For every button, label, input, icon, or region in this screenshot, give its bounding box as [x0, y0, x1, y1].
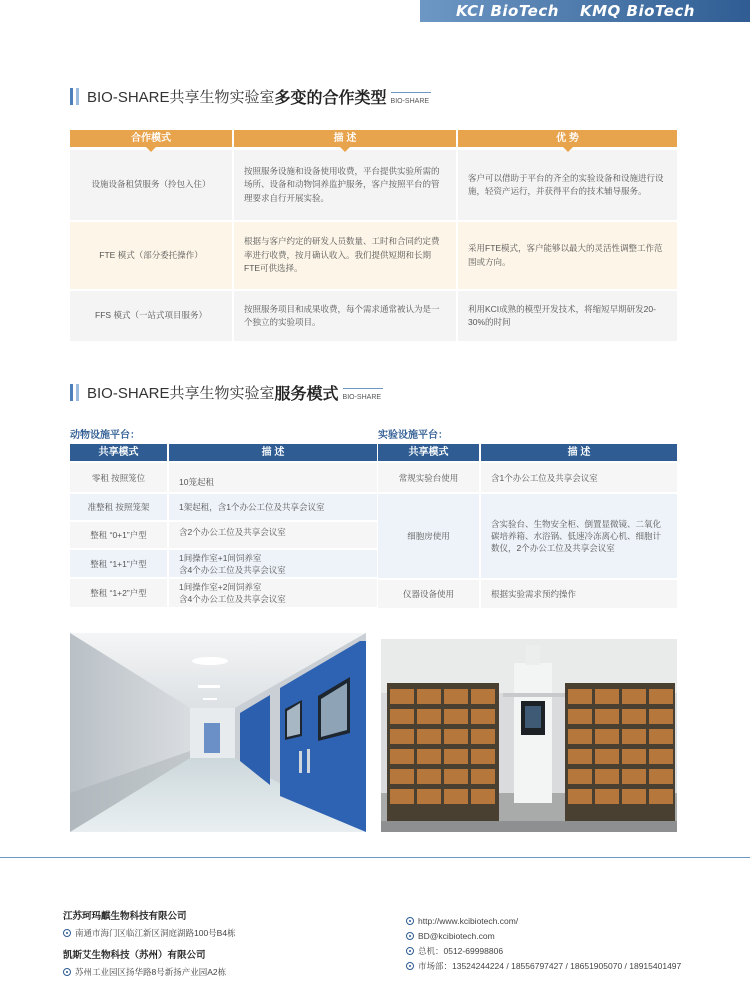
cell-mode: 零租 按照笼位 [70, 463, 167, 492]
cell-mode: 细胞房使用 [378, 494, 479, 578]
brand-kmq: KMQ BioTech [580, 2, 695, 20]
desc-line: 含4个办公工位及共享会议室 [179, 594, 286, 604]
market-text: 市场部：13524244224 / 18556797427 / 18651905070 / 18915401497 [418, 960, 682, 971]
footer-contacts [406, 913, 681, 973]
table-row [378, 463, 677, 492]
header-desc: 描 述 [169, 444, 377, 461]
phone-line [406, 943, 681, 958]
cell-desc: 10笼起租 [169, 463, 377, 492]
section-title-service [70, 381, 381, 403]
phone-icon [406, 947, 414, 955]
mobile-icon [406, 962, 414, 970]
lab-platform-title: 实验设施平台： [378, 430, 448, 441]
header-desc: 描 述 [234, 130, 456, 147]
top-banner [0, 0, 750, 22]
section-title-emphasis: 服务模式 [274, 385, 339, 403]
location-icon [63, 929, 71, 937]
email-link[interactable]: BD@kcibiotech.com [418, 930, 495, 941]
cell-adv: 采用FTE模式，客户能够以最大的灵活性调整工作范围或方向。 [458, 222, 677, 289]
table-row [70, 291, 677, 341]
cell-mode: 常规实验台使用 [378, 463, 479, 492]
section-marker-icon [70, 88, 79, 105]
section-title-emphasis: 多变的合作类型 [274, 89, 387, 107]
desc-line: 含4个办公工位及共享会议室 [179, 564, 286, 575]
corridor-photo [70, 633, 366, 832]
address-text: 苏州工业园区扬华路8号新扬产业园A2栋 [75, 966, 227, 977]
cell-mode: 整租 “1+1”户型 [70, 550, 167, 577]
section-title-prefix: BIO-SHARE共享生物实验室 [87, 88, 275, 106]
table-row [70, 579, 377, 607]
section-marker-icon [70, 384, 79, 401]
section-tag: BIO-SHARE [390, 97, 430, 105]
cell-desc: 根据实验需求预约操作 [481, 580, 677, 608]
header-adv: 优 势 [458, 130, 677, 147]
globe-icon [406, 917, 414, 925]
table-row [70, 222, 677, 289]
header-mode: 共享模式 [70, 444, 167, 461]
cell-desc: 按照服务设施和设备使用收费，平台提供实验所需的场所、设备和动物饲养监护服务，客户按照平台的管理要求自行开展实验。 [234, 150, 456, 220]
header-desc: 描 述 [481, 444, 677, 461]
section-tag: BIO-SHARE [342, 393, 382, 401]
cell-mode: 整租 “1+2”户型 [70, 579, 167, 607]
brand-kci: KCI BioTech [456, 2, 559, 20]
company-name: 凯斯艾生物科技（苏州）有限公司 [63, 950, 206, 961]
cell-desc: 含实验台、生物安全柜、倒置显微镜、二氧化碳培养箱、水浴锅、低速冷冻离心机、细胞计数仪，2个办公工位及共享会议室 [481, 494, 677, 578]
cell-mode: FFS 模式（一站式项目服务） [70, 291, 232, 341]
table-row [70, 550, 377, 577]
cooperation-table [70, 130, 677, 341]
cell-mode: FTE 模式（部分委托操作） [70, 222, 232, 289]
cell-mode: 设施设备租赁服务（拎包入住） [70, 150, 232, 220]
table-header [378, 444, 677, 461]
table-row [70, 150, 677, 220]
footer-company-2 [63, 947, 226, 979]
company-name: 江苏珂玛麒生物科技有限公司 [63, 911, 187, 922]
cage-room-photo [381, 633, 677, 832]
table-row [378, 580, 677, 608]
desc-line: 1间操作室+2间饲养室 [179, 582, 262, 592]
table-header [70, 130, 677, 147]
cell-desc: 1架起租，含1个办公工位及共享会议室 [169, 494, 377, 520]
address-line [63, 964, 226, 979]
cell-mode: 准整租 按照笼架 [70, 494, 167, 520]
website-line[interactable] [406, 913, 681, 928]
animal-platform-table [70, 444, 377, 607]
cell-adv: 利用KCI成熟的模型开发技术，将缩短早期研发20-30%的时间 [458, 291, 677, 341]
cell-mode: 仪器设备使用 [378, 580, 479, 608]
footer-company-1 [63, 908, 236, 940]
market-line [406, 958, 681, 973]
animal-platform-title: 动物设施平台： [70, 430, 140, 441]
lab-platform-table [378, 444, 677, 608]
website-link[interactable]: http://www.kcibiotech.com/ [418, 915, 519, 926]
cell-desc: 按照服务项目和成果收费，每个需求通常被认为是一个独立的实验项目。 [234, 291, 456, 341]
email-line[interactable] [406, 928, 681, 943]
address-text: 南通市海门区临江新区洞庭湖路100号B4栋 [75, 927, 236, 938]
table-row [70, 522, 377, 548]
section-title-prefix: BIO-SHARE共享生物实验室 [87, 384, 275, 402]
table-row [70, 494, 377, 520]
cell-desc: 含1个办公工位及共享会议室 [481, 463, 677, 492]
cell-desc: 根据与客户约定的研发人员数量、工时和合同约定费率进行收费，按月确认收入。我们提供短期和长期 FTE可供选择。 [234, 222, 456, 289]
location-icon [63, 968, 71, 976]
section-title-cooperation [70, 85, 429, 107]
desc-line: 1间操作室+1间饲养室 [179, 552, 262, 563]
cell-desc [169, 579, 377, 607]
table-header [70, 444, 377, 461]
email-icon [406, 932, 414, 940]
table-row [378, 494, 677, 578]
cell-adv: 客户可以借助于平台的齐全的实验设备和设施进行设施，轻资产运行，并获得平台的技术辅导服务。 [458, 150, 677, 220]
table-row [70, 463, 377, 492]
cell-mode: 整租 “0+1”户型 [70, 522, 167, 548]
cell-desc [169, 550, 377, 577]
footer-divider [0, 857, 750, 858]
header-mode: 合作模式 [70, 130, 232, 147]
cell-desc: 含2个办公工位及共享会议室 [169, 522, 377, 548]
address-line [63, 925, 236, 940]
phone-text: 总机：0512-69998806 [418, 945, 504, 956]
header-mode: 共享模式 [378, 444, 479, 461]
